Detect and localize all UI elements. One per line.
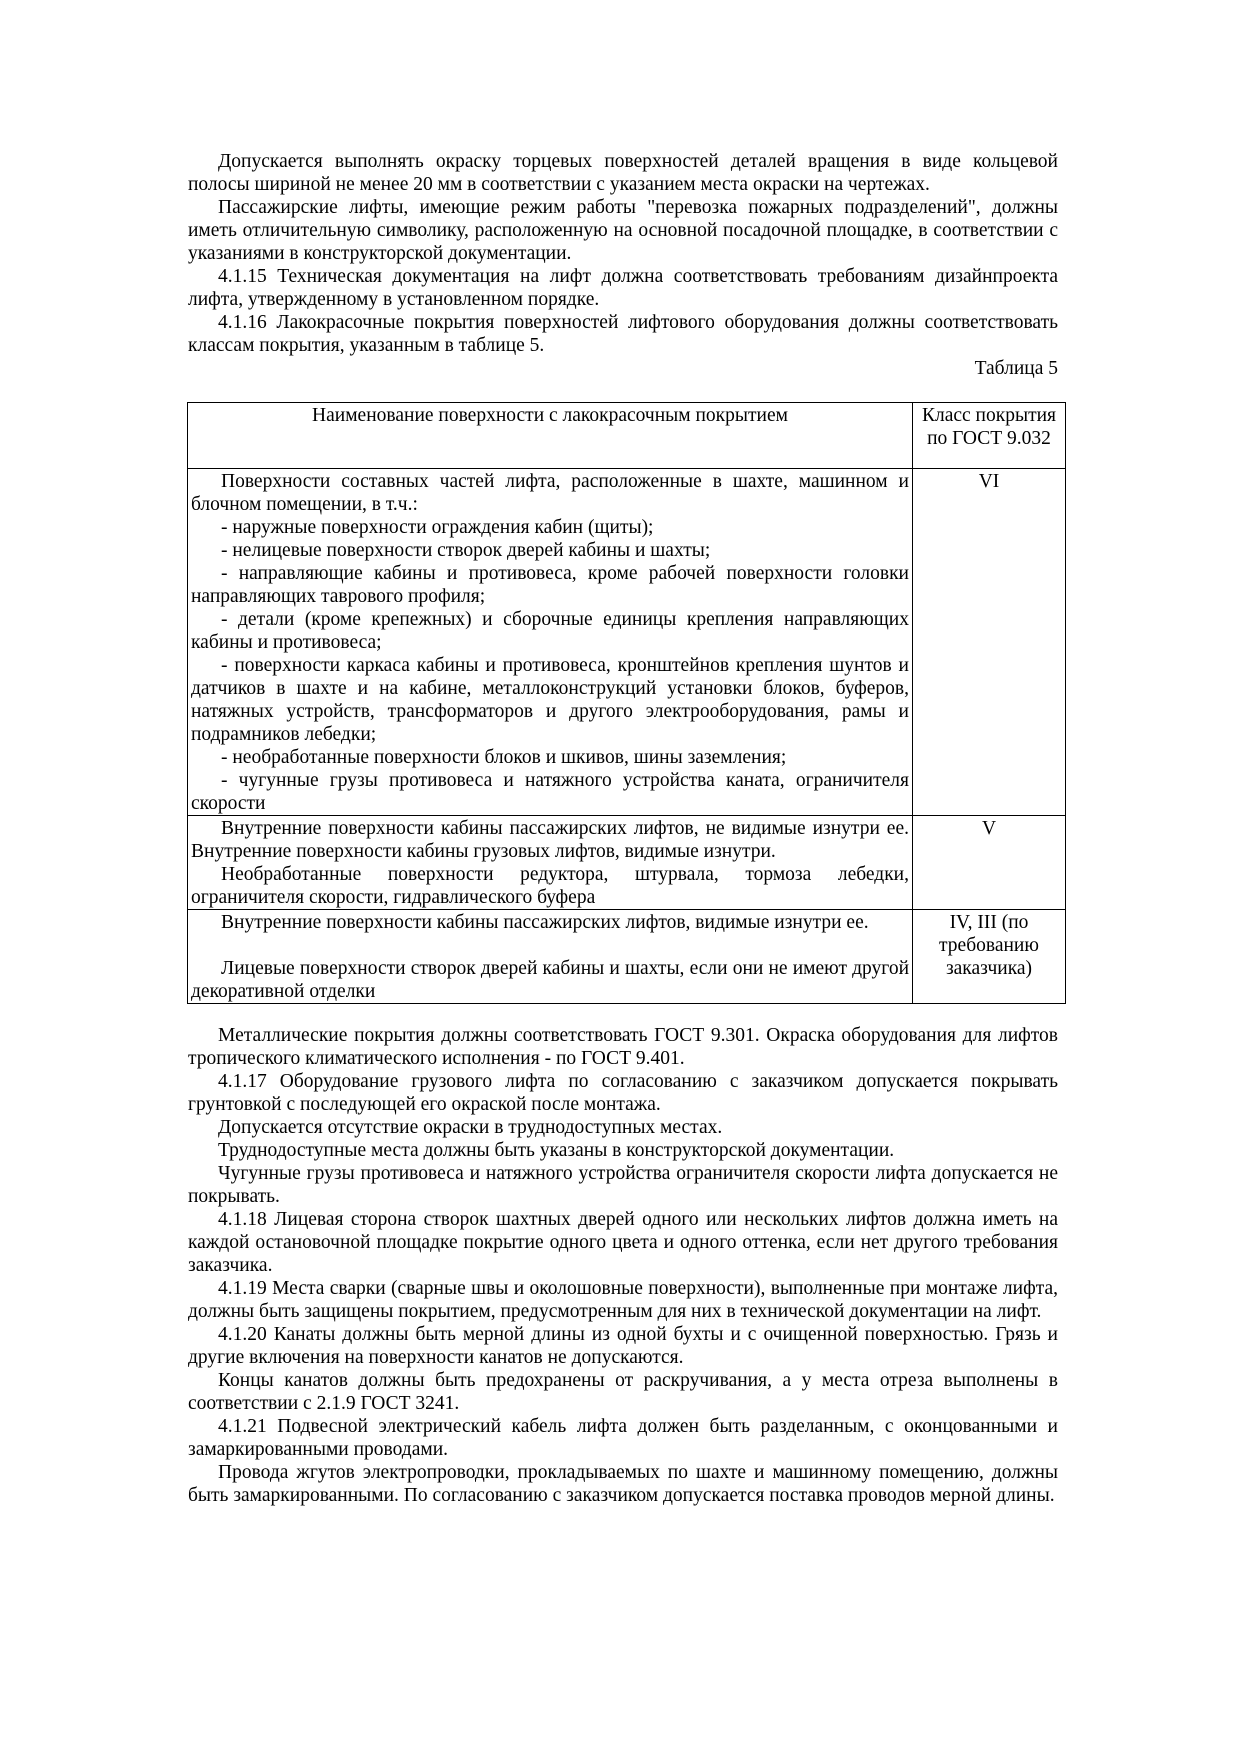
cell-line: - чугунные грузы противовеса и натяжного устройства каната, ограничителя скорости: [191, 770, 909, 814]
cell-line: Внутренние поверхности кабины пассажирских лифтов, не видимые изнутри ее. Внутренние поверхности кабины грузовых лифтов, видимые изнутри.: [191, 818, 909, 862]
paragraph: Допускается отсутствие окраски в труднодоступных местах.: [218, 1117, 723, 1138]
cell-line: - необработанные поверхности блоков и шкивов, шины заземления;: [221, 747, 787, 768]
document-page: [188, 150, 1058, 1507]
surface-cell: [188, 910, 913, 1004]
coating-class-cell: IV, III (по требованию заказчика): [913, 910, 1066, 1004]
coating-class-cell: V: [913, 816, 1066, 910]
paragraph: Концы канатов должны быть предохранены от раскручивания, а у места отреза выполнены в соответствии с 2.1.9 ГОСТ 3241.: [188, 1370, 1058, 1414]
paragraph: Чугунные грузы противовеса и натяжного устройства ограничителя скорости лифта допускается не покрывать.: [188, 1163, 1058, 1207]
paragraph: 4.1.15 Техническая документация на лифт должна соответствовать требованиям дизайнпроекта лифта, утвержденному в установленном порядке.: [188, 266, 1058, 310]
surface-cell: [188, 469, 913, 816]
table-row: [188, 816, 1066, 910]
cell-line: Внутренние поверхности кабины пассажирских лифтов, видимые изнутри ее.: [221, 912, 869, 933]
header-coating-class: Класс покрытия по ГОСТ 9.032: [913, 403, 1066, 469]
paragraph: Труднодоступные места должны быть указаны в конструкторской документации.: [218, 1140, 895, 1161]
table-row: [188, 910, 1066, 1004]
paragraph: 4.1.17 Оборудование грузового лифта по согласованию с заказчиком допускается покрывать грунтовкой с последующей его окраской после монтажа.: [188, 1071, 1058, 1115]
cell-line: - наружные поверхности ограждения кабин (щиты);: [221, 517, 654, 538]
cell-line: Необработанные поверхности редуктора, штурвала, тормоза лебедки, ограничителя скорости, гидравлического буфера: [191, 864, 909, 908]
table-header-row: [188, 403, 1066, 469]
paragraph: 4.1.18 Лицевая сторона створок шахтных дверей одного или нескольких лифтов должна иметь на каждой остановочной площадке покрытие одного цвета и одного оттенка, если нет другого требования заказчика.: [188, 1209, 1058, 1276]
coating-class-cell: VI: [913, 469, 1066, 816]
paragraph: 4.1.21 Подвесной электрический кабель лифта должен быть разделанным, с оконцованными и замаркированными проводами.: [188, 1416, 1058, 1460]
cell-line: - направляющие кабины и противовеса, кроме рабочей поверхности головки направляющих таврового профиля;: [191, 563, 909, 607]
table-row: [188, 469, 1066, 816]
paragraph: Пассажирские лифты, имеющие режим работы "перевозка пожарных подразделений", должны иметь отличительную символику, расположенную на основной посадочной площадке, в соответствии с указаниями в конструкторской документации.: [188, 197, 1058, 264]
cell-line: - поверхности каркаса кабины и противовеса, кронштейнов крепления шунтов и датчиков в шахте и на кабине, металлоконструкций установки блоков, буферов, натяжных устройств, трансформаторов и другого электрооборудования, рамы и подрамников лебедки;: [191, 655, 909, 745]
table-caption: Таблица 5: [974, 358, 1058, 379]
cell-line: Поверхности составных частей лифта, расположенные в шахте, машинном и блочном помещении, в т.ч.:: [191, 471, 909, 515]
paragraph: 4.1.20 Канаты должны быть мерной длины из одной бухты и с очищенной поверхностью. Грязь и другие включения на поверхности канатов не допускаются.: [188, 1324, 1058, 1368]
coating-classes-table: [187, 402, 1066, 1004]
paragraph: Металлические покрытия должны соответствовать ГОСТ 9.301. Окраска оборудования для лифтов тропического климатического исполнения - по ГОСТ 9.401.: [188, 1025, 1058, 1069]
paragraph: 4.1.19 Места сварки (сварные швы и околошовные поверхности), выполненные при монтаже лифта, должны быть защищены покрытием, предусмотренным для них в технической документации на лифт.: [188, 1278, 1058, 1322]
surface-cell: [188, 816, 913, 910]
header-surface-name: Наименование поверхности с лакокрасочным покрытием: [188, 403, 913, 469]
cell-line: - детали (кроме крепежных) и сборочные единицы крепления направляющих кабины и противовеса;: [191, 609, 909, 653]
cell-spacer: [191, 934, 909, 957]
cell-line: - нелицевые поверхности створок дверей кабины и шахты;: [221, 540, 711, 561]
cell-line: Лицевые поверхности створок дверей кабины и шахты, если они не имеют другой декоративной отделки: [191, 958, 909, 1002]
paragraph: Допускается выполнять окраску торцевых поверхностей деталей вращения в виде кольцевой полосы шириной не менее 20 мм в соответствии с указанием места окраски на чертежах.: [188, 151, 1058, 195]
paragraph: 4.1.16 Лакокрасочные покрытия поверхностей лифтового оборудования должны соответствовать классам покрытия, указанным в таблице 5.: [188, 312, 1058, 356]
paragraph: Провода жгутов электропроводки, прокладываемых по шахте и машинному помещению, должны быть замаркированными. По согласованию с заказчиком допускается поставка проводов мерной длины.: [188, 1462, 1058, 1506]
